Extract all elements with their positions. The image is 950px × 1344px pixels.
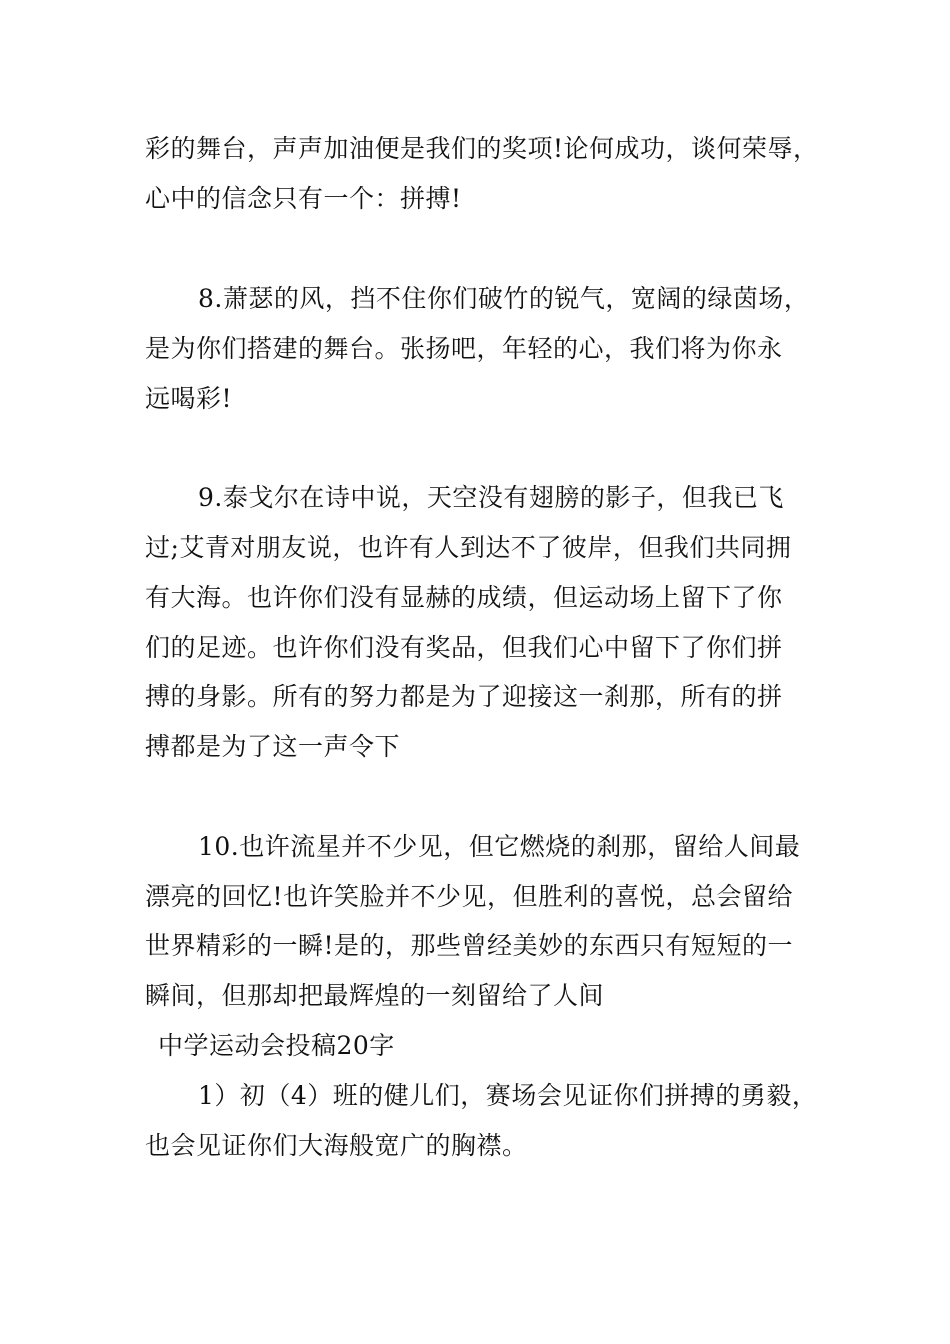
text-line: 们的足迹。也许你们没有奖品，但我们心中留下了你们拼 — [145, 633, 783, 662]
text-line: 有大海。也许你们没有显赫的成绩，但运动场上留下了你 — [145, 583, 783, 612]
text-line: 过;艾青对朋友说，也许有人到达不了彼岸，但我们共同拥 — [145, 533, 792, 562]
text-line: 也会见证你们大海般宽广的胸襟。 — [145, 1131, 528, 1160]
text-line: 是为你们搭建的舞台。张扬吧，年轻的心，我们将为你永 — [145, 334, 783, 363]
text-line: 10.也许流星并不少见，但它燃烧的刹那，留给人间最 — [198, 832, 801, 861]
text-line: 8.萧瑟的风，挡不住你们破竹的锐气，宽阔的绿茵场， — [198, 284, 810, 313]
text-line: 世界精彩的一瞬!是的，那些曾经美妙的东西只有短短的一 — [145, 931, 794, 960]
text-line: 1）初（4）班的健儿们，赛场会见证你们拼搏的勇毅， — [198, 1081, 818, 1110]
text-line: 瞬间，但那却把最辉煌的一刻留给了人间 — [145, 981, 605, 1010]
text-line: 9.泰戈尔在诗中说，天空没有翅膀的影子，但我已飞 — [198, 483, 784, 512]
text-line: 搏的身影。所有的努力都是为了迎接这一刹那，所有的拼 — [145, 682, 783, 711]
text-line: 搏都是为了这一声令下 — [145, 732, 401, 761]
section-heading: 中学运动会投稿20字 — [158, 1031, 395, 1060]
text-line: 心中的信念只有一个：拼搏! — [145, 184, 462, 213]
text-line: 远喝彩! — [145, 384, 233, 413]
text-line: 漂亮的回忆!也许笑脸并不少见，但胜利的喜悦，总会留给 — [145, 882, 794, 911]
text-line: 彩的舞台，声声加油便是我们的奖项!论何成功，谈何荣辱， — [145, 134, 819, 163]
